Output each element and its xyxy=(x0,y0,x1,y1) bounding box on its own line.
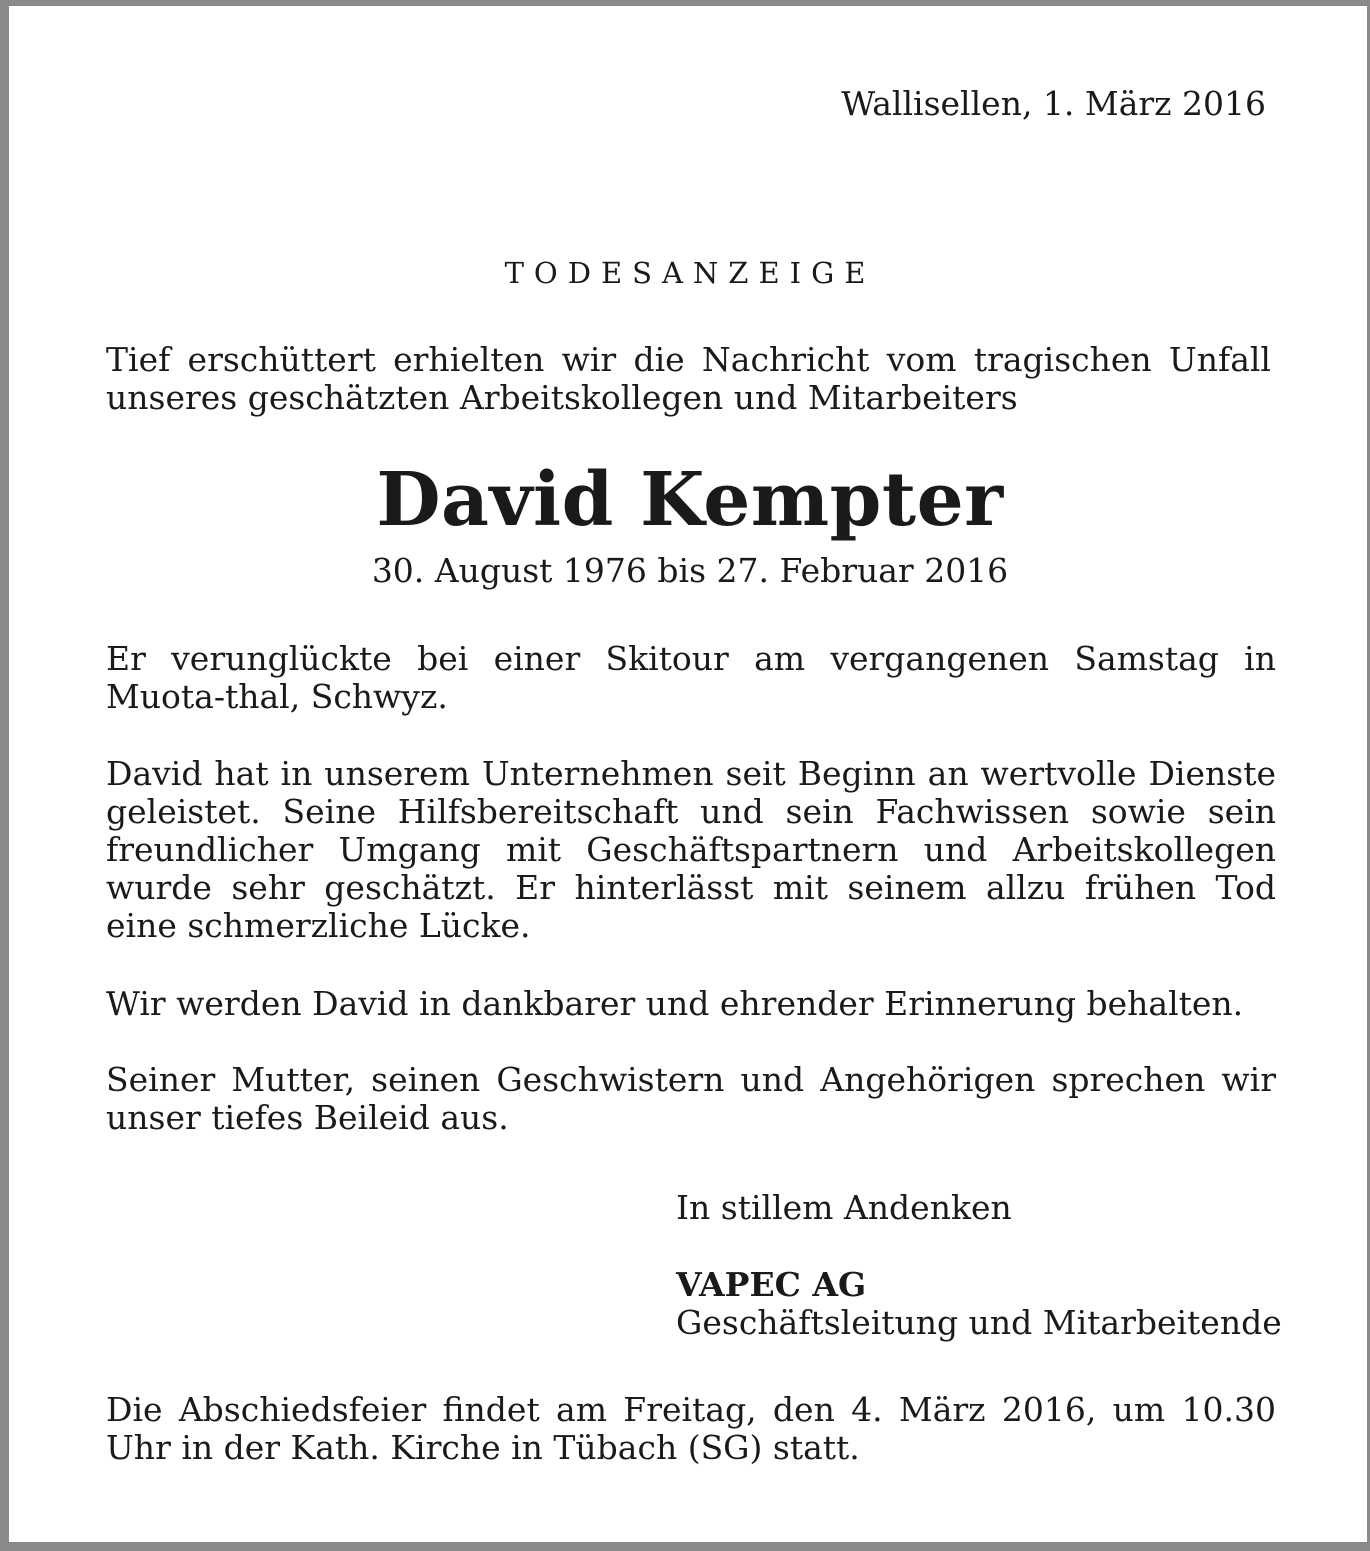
company-subtitle: Geschäftsleitung und Mitarbeitende xyxy=(676,1303,1282,1342)
paragraph-accident: Er verunglückte bei einer Skitour am vergangenen Samstag in Muota-thal, Schwyz. xyxy=(106,639,1276,716)
lifespan-dates: 30. August 1976 bis 27. Februar 2016 xyxy=(371,551,1009,590)
place-date: Wallisellen, 1. März 2016 xyxy=(841,84,1266,123)
deceased-name: David Kempter xyxy=(376,457,1004,543)
paragraph-condolences: Seiner Mutter, seinen Geschwistern und Angehörigen sprechen wir unser tiefes Beileid aus. xyxy=(106,1060,1276,1137)
paragraph-remembrance: Wir werden David in dankbarer und ehrender Erinnerung behalten. xyxy=(106,984,1244,1023)
company-name: VAPEC AG xyxy=(676,1265,867,1304)
paragraph-tribute: David hat in unserem Unternehmen seit Beginn an wertvolle Dienste geleistet. Seine Hilfsbereitschaft und sein Fachwissen sowie sein freundlicher Umgang mit Geschäftspartnern und Arbeitskollegen wurde sehr geschätzt. Er hinterlässt mit seinem allzu frühen Tod eine schmerzliche Lücke. xyxy=(106,754,1276,945)
intro-paragraph: Tief erschüttert erhielten wir die Nachricht vom tragischen Unfall unseres geschätzten Arbeitskollegen und Mitarbeiters xyxy=(106,340,1271,417)
closing-phrase: In stillem Andenken xyxy=(676,1188,1012,1227)
notice-title: TODESANZEIGE xyxy=(504,256,876,290)
ceremony-info: Die Abschiedsfeier findet am Freitag, den 4. März 2016, um 10.30 Uhr in der Kath. Kirche in Tübach (SG) statt. xyxy=(106,1390,1276,1467)
